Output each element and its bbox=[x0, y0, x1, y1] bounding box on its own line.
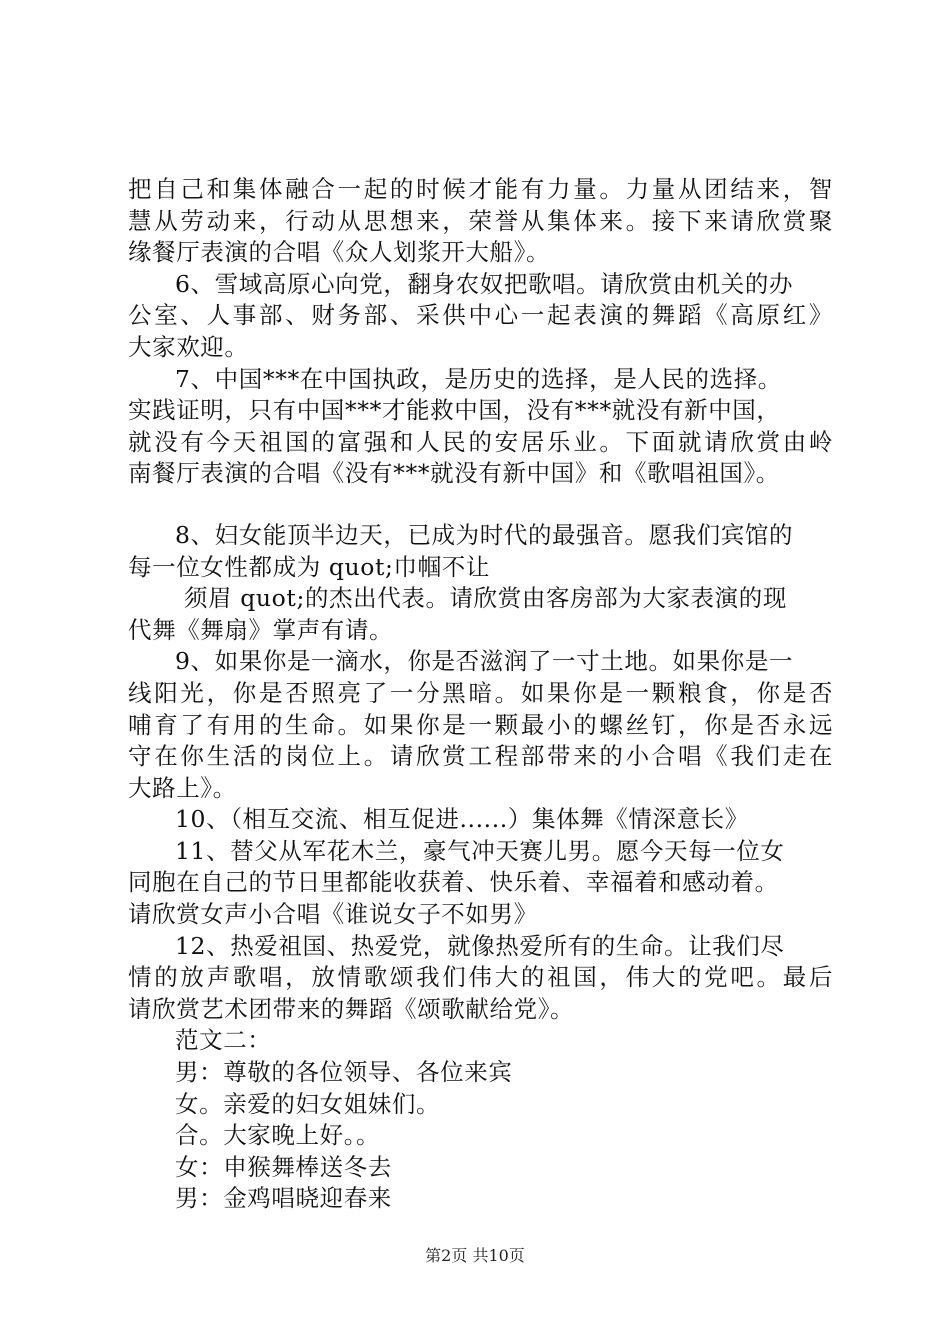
text-line: 慧从劳动来，行动从思想来，荣誉从集体来。接下来请欣赏聚 bbox=[128, 206, 833, 235]
text-line: 公室、人事部、财务部、采供中心一起表演的舞蹈《高原红》 bbox=[128, 301, 833, 330]
text-line: 男：尊敬的各位领导、各位来宾 bbox=[175, 1058, 513, 1087]
text-line: 11、替父从军花木兰，豪气冲天赛儿男。愿今天每一位女 bbox=[175, 836, 785, 865]
text-line: 南餐厅表演的合唱《没有***就没有新中国》和《歌唱祖国》。 bbox=[128, 459, 780, 488]
text-line: 6、雪域高原心向党，翻身农奴把歌唱。请欣赏由机关的办 bbox=[175, 269, 794, 298]
text-line: 缘餐厅表演的合唱《众人划浆开大船》。 bbox=[128, 238, 551, 267]
text-line: 9、如果你是一滴水，你是否滋润了一寸土地。如果你是一 bbox=[175, 647, 794, 676]
text-line: 请欣赏艺术团带来的舞蹈《颂歌献给党》。 bbox=[128, 994, 575, 1023]
page-number-footer: 第2页 共10页 bbox=[425, 1246, 525, 1265]
paragraph-gap bbox=[128, 490, 833, 520]
text-line: 女。亲爱的妇女姐妹们。 bbox=[175, 1089, 441, 1118]
text-line: 8、妇女能顶半边天，已成为时代的最强音。愿我们宾馆的 bbox=[175, 520, 794, 549]
text-line: 每一位女性都成为 quot;巾帼不让 bbox=[128, 552, 490, 581]
text-line: 实践证明，只有中国***才能救中国，没有***就没有新中国， bbox=[128, 396, 781, 425]
document-body bbox=[128, 174, 833, 1215]
text-line: 范文二： bbox=[175, 1026, 272, 1055]
text-line: 同胞在自己的节日里都能收获着、快乐着、幸福着和感动着。 bbox=[128, 868, 779, 897]
text-line: 大路上》。 bbox=[128, 773, 237, 802]
text-line: 代舞《舞扇》掌声有请。 bbox=[128, 615, 394, 644]
text-line: 就没有今天祖国的富强和人民的安居乐业。下面就请欣赏由岭 bbox=[128, 427, 833, 456]
text-line: 合。大家晚上好。。 bbox=[175, 1121, 381, 1150]
text-line: 哺育了有用的生命。如果你是一颗最小的螺丝钉，你是否永远 bbox=[128, 710, 833, 739]
text-line: 须眉 quot;的杰出代表。请欣赏由客房部为大家表演的现 bbox=[184, 584, 787, 613]
text-line: 男：金鸡唱晓迎春来 bbox=[175, 1184, 392, 1213]
text-line: 线阳光，你是否照亮了一分黑暗。如果你是一颗粮食，你是否 bbox=[128, 678, 833, 707]
text-line: 情的放声歌唱，放情歌颂我们伟大的祖国，伟大的党吧。最后 bbox=[128, 963, 833, 992]
text-line: 守在你生活的岗位上。请欣赏工程部带来的小合唱《我们走在 bbox=[128, 742, 833, 771]
text-line: 女：申猴舞棒送冬去 bbox=[175, 1152, 392, 1181]
text-line: 10、（相互交流、相互促进......）集体舞《情深意长》 bbox=[175, 805, 749, 834]
text-line: 7、中国***在中国执政，是历史的选择，是人民的选择。 bbox=[175, 364, 782, 393]
text-line: 12、热爱祖国、热爱党，就像热爱所有的生命。让我们尽 bbox=[175, 931, 785, 960]
text-line: 请欣赏女声小合唱《谁说女子不如男》 bbox=[128, 900, 538, 929]
text-line: 大家欢迎。 bbox=[128, 332, 249, 361]
text-line: 把自己和集体融合一起的时候才能有力量。力量从团结来，智 bbox=[128, 175, 833, 203]
